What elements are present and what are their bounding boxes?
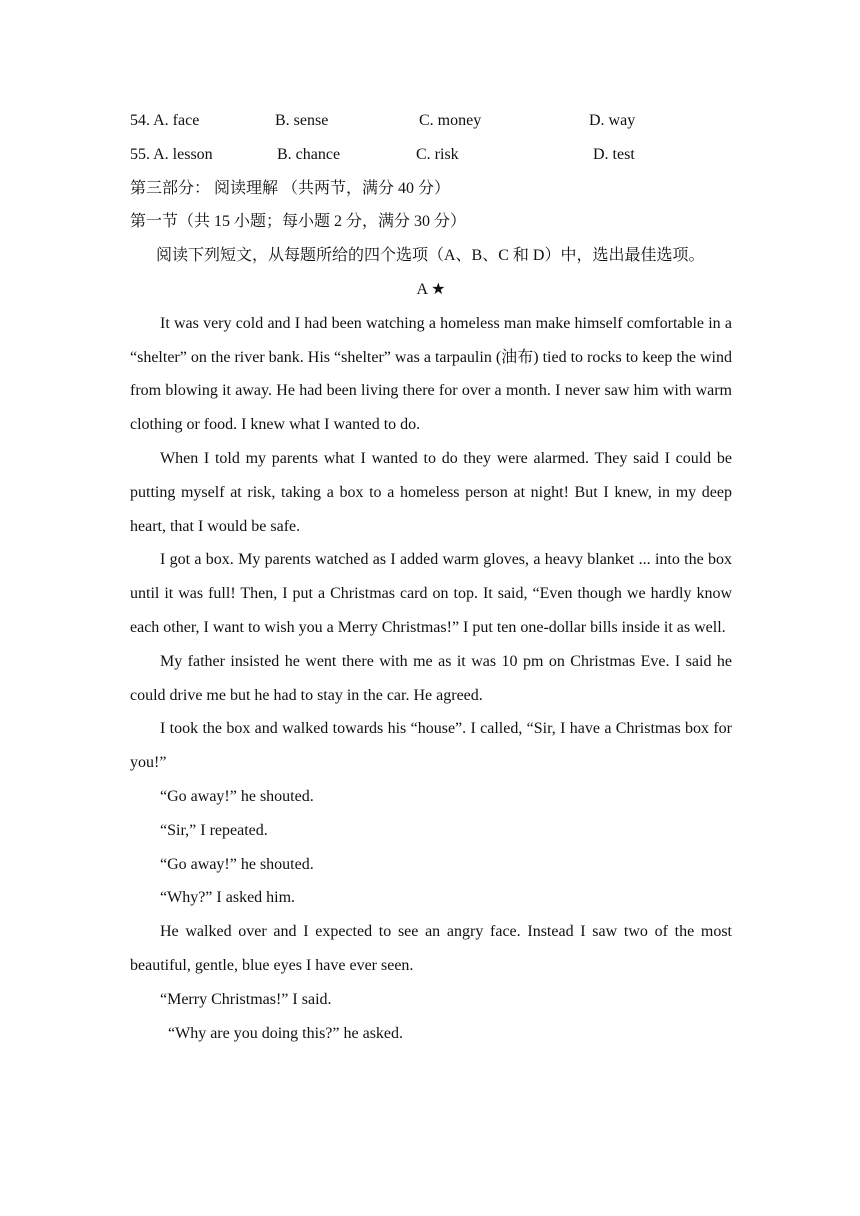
paragraph-father: My father insisted he went there with me as it was 10 pm on Christmas Eve. I said he could drive me but he had to stay in the car. He agreed.	[130, 652, 732, 704]
dialogue-line: “Sir,” I repeated.	[160, 821, 268, 839]
question-54-option-a: 54. A. face	[130, 112, 200, 129]
document-page	[130, 104, 732, 1050]
question-55-option-d: D. test	[593, 145, 635, 163]
dialogue-line: “Why?” I asked him.	[160, 889, 296, 907]
question-55	[130, 138, 732, 172]
subsection-heading: 第一节（共 15 小题；每小题 2 分，满分 30 分）	[130, 213, 467, 231]
section-heading: 第三部分： 阅读理解 （共两节，满分 40 分）	[130, 179, 451, 197]
paragraph-parents: When I told my parents what I wanted to do they were alarmed. They said I could be putting myself at risk, taking a box to a homeless person at night! But I knew, in my deep heart, that I would be safe.	[130, 449, 732, 535]
paragraph-walk: I took the box and walked towards his “house”. I called, “Sir, I have a Christmas box for you!”	[130, 720, 732, 772]
passage-title: A ★	[416, 280, 446, 298]
question-54-option-b: B. sense	[275, 112, 329, 129]
question-55-option-c: C. risk	[416, 145, 459, 163]
paragraph-shelter: It was very cold and I had been watching a homeless man make himself comfortable in a “shelter” on the river bank. His “shelter” was a tarpaulin (油布) tied to rocks to keep the wind from blowing it away. He had been living there for over a month. I never saw him with warm clothing or food. I knew what I wanted to do.	[130, 314, 732, 434]
instructions: 阅读下列短文，从每题所给的四个选项（A、B、C 和 D）中，选出最佳选项。	[156, 247, 705, 265]
paragraph-eyes: He walked over and I expected to see an angry face. Instead I saw two of the most beautiful, gentle, blue eyes I have ever seen.	[130, 923, 732, 974]
dialogue-line: “Go away!” he shouted.	[160, 855, 314, 873]
dialogue-line: “Why are you doing this?” he asked.	[168, 1024, 404, 1042]
question-54-option-c: C. money	[419, 112, 482, 129]
question-55-option-b: B. chance	[277, 145, 341, 163]
dialogue-line: “Go away!” he shouted.	[160, 787, 314, 805]
dialogue-line: “Merry Christmas!” I said.	[160, 990, 332, 1008]
question-54	[130, 104, 732, 138]
question-55-option-a: 55. A. lesson	[130, 145, 213, 163]
paragraph-box: I got a box. My parents watched as I added warm gloves, a heavy blanket ... into the box until it was full! Then, I put a Christmas card on top. It said, “Even though we hardly know each other, I want to wish you a Merry Christmas!” I put ten one-dollar bills inside it as well.	[130, 551, 732, 636]
question-54-option-d: D. way	[589, 112, 636, 129]
